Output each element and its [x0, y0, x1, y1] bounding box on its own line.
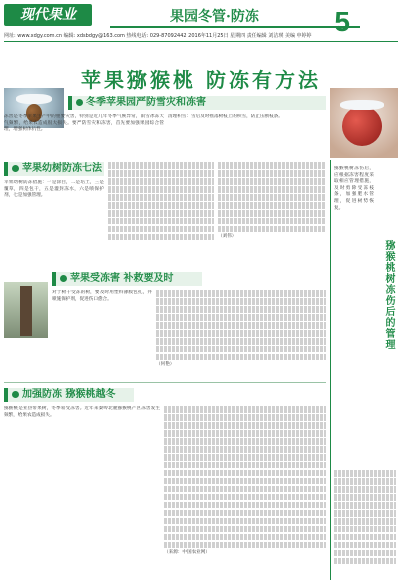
section-heading-1: 冬季苹果园严防雪灾和冻害: [68, 96, 326, 110]
section-3-text: 对于树干受冻的树，要及时用塑料薄膜包扎，并喷施保护剂，促进伤口愈合。: [52, 290, 152, 302]
section-2-text-col2: [108, 162, 214, 272]
section-1-text: 冻害是冬季苹果生产中的重要灾害，特别是近几年冬季气候异常，雨雪冰冻天气频繁，给果农造成很大损失。要严防雪灾和冻害，首先要加强果园综合管理，增强树体抗性。: [4, 114, 164, 133]
bullet-icon: [12, 165, 19, 172]
divider: [4, 382, 326, 383]
section-heading-3: 苹果受冻害 补救要及时: [52, 272, 202, 286]
section-2-text: 苹果幼树防冻措施：一是涂白，二是培土，三是覆草，四是包干，五是灌封冻水，六是喷保护剂，七是加强管理。: [4, 180, 104, 199]
photo-tree-trunk: [4, 282, 48, 338]
credit-3: （来源：中国农业网）: [164, 549, 210, 555]
bullet-icon: [12, 391, 19, 398]
main-headline: 苹果猕猴桃 防冻有方法: [81, 68, 321, 92]
bullet-icon: [76, 99, 83, 106]
info-bar: 网址: www.xdgy.com.cn 编辑: xdsbdgy@163.com 热线电话: 029-87092442 2016年11月25日 星期四 责任编辑 刘洁瑛 美编 申婷婷: [4, 32, 398, 42]
section-heading-2: 苹果幼树防冻七法: [4, 162, 104, 176]
credit-2: （何艳）: [156, 361, 175, 367]
credit-1: （刘伟）: [218, 233, 237, 239]
section-1-text-col2: 清理积雪：雪后及时摇落树枝上的积雪，防止压断枝条。: [168, 114, 283, 119]
sidebar-text-lower: [334, 470, 396, 578]
section-name: 果园冬管·防冻: [170, 9, 259, 25]
section-2-text-col3: [218, 162, 326, 272]
section-header: [110, 4, 360, 37]
section-4-text-col2: [164, 406, 326, 578]
newspaper-logo: 现代果业: [4, 4, 92, 26]
sidebar-text: 猕猴桃树冻伤后，应根据冻害程度采取相应管理措施，及时剪除受冻枝条，加强肥水管理，促进树势恢复。: [334, 166, 374, 211]
photo-apple-right: [330, 88, 398, 158]
masthead: [0, 0, 402, 44]
page-number: 5: [334, 6, 350, 37]
section-heading-4: 加强防冻 猕猴桃越冬: [4, 388, 134, 402]
sidebar-vertical-title: 猕猴桃树冻伤后的管理: [383, 240, 394, 350]
section-3-text-col2: [156, 290, 326, 380]
bullet-icon: [60, 275, 67, 282]
section-4-text: 猕猴桃是亚热带果树，冬季易受冻害。近年来秦岭北麓猕猴桃产区冻害发生频繁，给果农造成损失。: [4, 406, 160, 418]
